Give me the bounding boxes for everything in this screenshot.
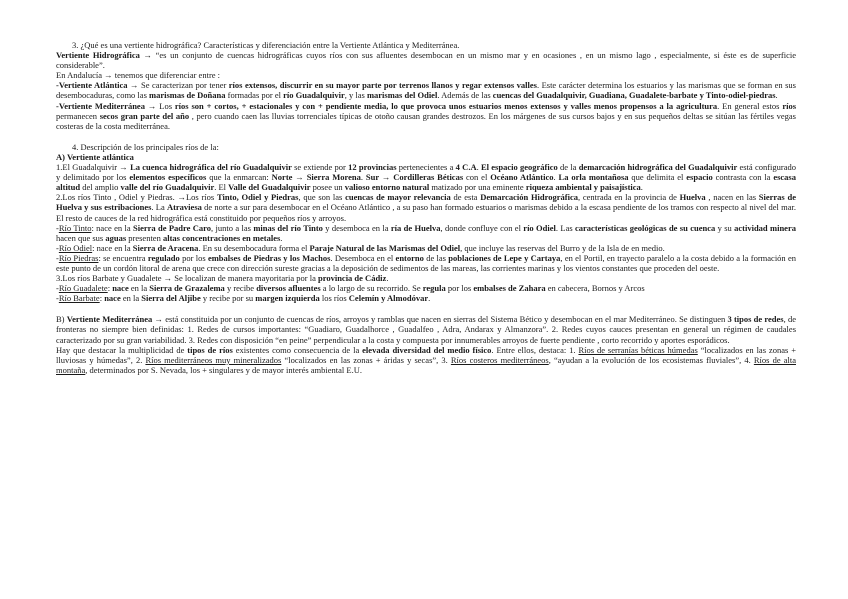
section-gap — [56, 131, 796, 142]
text-run: pertenecientes a — [396, 162, 456, 173]
rio-guadalete-paragraph — [56, 283, 796, 293]
bold-text: Vertiente Hidrográfica — [56, 50, 140, 61]
text-run: Hay que destacar la multiplicidad de — [56, 344, 188, 355]
bold-text: río Odiel — [523, 222, 556, 233]
text-run: : — [107, 283, 113, 294]
text-run: → Se caracterizan por tener — [127, 80, 229, 91]
bold-text: Océano Atlántico — [490, 172, 554, 183]
text-run: , de fronteras no siempre bien definidas: 1. Redes de cursos importantes: “Guadiaro, Guadalhorce , Guadalfeo , Adra, Andarax y Almanzora”. 2. Redes cuyos cauces presentan en general un régimen de caudales caracterizado por su gran variabilidad. 3. Redes con disposición “en peine” perpendicular a la costa y compuesta por innumerables arroyos de fuerte pendiente , corto recorrido y aportes esporádicos. — [56, 314, 797, 345]
definition-paragraph — [56, 50, 796, 70]
text-run: de norte a sur para desembocar en el Océano Atlántico , a su paso han formado estuarios o marismas debido a la escasa pendiente de los tramos con respecto al nivel del mar. El resto de cauces de la red hidrográfica está constituido por pequeños ríos y arroyos. — [56, 202, 796, 223]
text-run: . Entre ellos, destaca: 1. — [491, 344, 579, 355]
text-run: B) — [56, 314, 67, 325]
text-run: - — [56, 283, 59, 294]
text-run: - — [56, 242, 59, 253]
bold-text: ríos extensos, discurrir en su mayor parte por terrenos llanos y regar extensos valles — [228, 80, 537, 91]
text-run: , donde confluye con el — [440, 222, 524, 233]
text-run: 1.El Guadalquivir → — [56, 162, 131, 173]
text-run: . — [775, 90, 778, 101]
barbate-guadalete-paragraph — [56, 273, 796, 283]
text-run: permanecen — [56, 110, 100, 121]
underlined-text: Ríos mediterráneos muy mineralizados — [145, 354, 282, 365]
text-run: por los — [445, 283, 474, 294]
text-run: en la — [120, 293, 142, 304]
bold-text: diversos afluentes — [256, 283, 321, 294]
bold-text: La orla montañosa — [558, 172, 629, 183]
section-b-extra-paragraph — [56, 345, 796, 375]
text-run: contrasta con la — [712, 172, 774, 183]
rio-odiel-paragraph — [56, 243, 796, 253]
text-run: “localizados en las zonas + lluviosas y húmedas”, 2. — [56, 344, 796, 365]
bold-text: Sierras de Huelva y sus estribaciones — [56, 192, 796, 213]
rio-piedras-paragraph — [56, 253, 796, 273]
text-run: : nace en la — [91, 222, 133, 233]
bold-text: espacio — [686, 172, 713, 183]
text-run: , que son las — [298, 192, 346, 203]
text-run: → Los — [144, 100, 175, 111]
text-run: “localizados en las zonas + áridas y secas”, 3. — [281, 354, 451, 365]
underlined-text: Ríos costeros mediterráneos — [450, 354, 549, 365]
bold-text: 12 provincias — [348, 162, 397, 173]
text-run: - — [56, 222, 59, 233]
text-run: , en el Portil, en trayecto paralelo a la costa debido a la formación en este punto de un cordón litoral de arena que crece con dirección sureste gracias a la deposición de sedimentos de las mareas, las corrientes marinas y los vientos constantes que proceden del oeste. — [56, 252, 796, 273]
text-run: por los — [179, 252, 208, 263]
atlantic-paragraph — [56, 80, 796, 100]
text-run: : se encuentra — [98, 252, 148, 263]
text-run: de las — [423, 252, 449, 263]
bold-text: embalses de Zahara — [473, 283, 546, 294]
text-run: , determinados por S. Nevada, los + singulares y de mayor interés ambiental E.U. — [85, 364, 363, 375]
text-run: , pero cuando caen las lluvias torrenciales típicas de otoño causan grandes destrozos. En los márgenes de sus cursos bajos y en sus pequeños deltas se sitúan las fértiles vegas costeras de la costa mediterránea. — [56, 110, 796, 131]
text-run: . La — [151, 202, 167, 213]
text-run: . Este carácter determina los estuarios y las marismas que se forman en sus desembocaduras, como las — [56, 80, 796, 101]
bold-text: cuencas de mayor relevancia — [345, 192, 451, 203]
bold-text: Tinto, Odiel y Piedras — [216, 192, 299, 203]
bold-text: elevada diversidad del medio físico — [362, 344, 492, 355]
text-run: del amplio — [80, 182, 121, 193]
bold-text: 4 C.A — [455, 162, 477, 173]
text-run: , que incluye las reservas del Burro y de la Isla de en medio. — [460, 242, 665, 253]
bold-text: Valle del Guadalquivir — [228, 182, 311, 193]
bold-text: minas del río Tinto — [253, 222, 323, 233]
underlined-text: Río Barbate — [58, 293, 100, 304]
bold-text: Vertiente Mediterránea — [66, 314, 153, 325]
text-run: - — [56, 293, 59, 304]
bold-text: Sur → Cordilleras Béticas — [365, 172, 464, 183]
text-run: : nace en la — [92, 242, 133, 253]
text-run: de la — [557, 162, 579, 173]
question-4-heading: 4. Descripción de los principales ríos de la: — [72, 141, 219, 152]
text-run: : — [99, 293, 105, 304]
text-run: que la enmarcan: — [206, 172, 272, 183]
text-run: y desemboca en la — [322, 222, 391, 233]
bold-text: Sierra del Aljibe — [141, 293, 201, 304]
bold-text: ríos — [782, 100, 797, 111]
text-run: y recibe — [224, 283, 257, 294]
text-run: → está constituida por un conjunto de cuencas de ríos, arroyos y ramblas que nacen en sierras del Sistema Bético y desembocan en el mar Mediterráneo. Se distinguen — [152, 314, 728, 325]
bold-text: -Vertiente Mediterránea — [56, 100, 145, 111]
underlined-text: Ríos de serranías béticas húmedas — [578, 344, 698, 355]
bold-text: Norte → Sierra Morena — [271, 172, 361, 183]
text-run: con el — [463, 172, 491, 183]
text-run: existentes como consecuencia de la — [232, 344, 363, 355]
text-run: posee un — [310, 182, 345, 193]
underlined-text: Río Piedras — [58, 252, 99, 263]
bold-text: Sierra de Aracena — [132, 242, 199, 253]
underlined-text: Río Guadalete — [58, 283, 108, 294]
bold-text: regula — [422, 283, 446, 294]
text-run: . — [640, 182, 643, 193]
bold-text: nace — [104, 293, 121, 304]
bold-text: riqueza ambiental y paisajística — [525, 182, 641, 193]
bold-text: cuencas del Guadalquivir, Guadiana, Guadalete-barbate y Tinto-odiel-piedras — [492, 90, 776, 101]
bold-text: entorno — [395, 252, 424, 263]
text-run: y su — [715, 222, 735, 233]
underlined-text: Río Tinto — [58, 222, 92, 233]
bold-text: margen izquierda — [255, 293, 320, 304]
rio-barbate-paragraph — [56, 293, 796, 303]
text-run: de esta — [450, 192, 481, 203]
text-run: , nacen en las — [705, 192, 759, 203]
tinto-odiel-piedras-paragraph — [56, 192, 796, 222]
text-run: . — [476, 162, 481, 173]
text-run: 3.Los ríos Barbate y Guadalete → Se localizan de manera mayoritaria por la — [56, 273, 318, 284]
text-run: los ríos — [319, 293, 349, 304]
mediterranean-paragraph — [56, 101, 796, 131]
text-run: . En su desembocadura forma el — [198, 242, 310, 253]
text-run: . Además de las — [437, 90, 493, 101]
bold-text: embalses de Piedras y los Machos — [207, 252, 331, 263]
bold-text: El espacio geográfico — [480, 162, 558, 173]
bold-text: -Vertiente Atlántica — [56, 80, 128, 91]
bold-text: características geológicas de su cuenca — [575, 222, 716, 233]
text-run: . — [280, 232, 283, 243]
bold-text: escasa altitud — [56, 172, 796, 193]
underlined-text: Río Odiel — [58, 242, 93, 253]
text-run: hacen que sus — [56, 232, 106, 243]
bold-text: Atraviesa — [166, 202, 202, 213]
bold-text: poblaciones de Lepe y Cartaya — [448, 252, 561, 263]
bold-text: Demarcación Hidrográfica — [480, 192, 578, 203]
section-gap — [56, 303, 796, 314]
bold-text: río Guadalquivir — [283, 90, 345, 101]
text-run: . — [386, 273, 389, 284]
text-run: . En general estos — [717, 100, 783, 111]
bold-text: provincia de Cádiz — [317, 273, 387, 284]
bold-text: ría de Huelva — [390, 222, 441, 233]
bold-text: Celemín y Almodóvar — [348, 293, 429, 304]
text-run: , junto a las — [211, 222, 254, 233]
bold-text: secos gran parte del año — [99, 110, 190, 121]
bold-text: Paraje Natural de las Marismas del Odiel — [309, 242, 461, 253]
question-3-heading: 3. ¿Qué es una vertiente hidrográfica? Características y diferenciación entre la Vertiente Atlántica y Mediterránea. — [72, 40, 460, 50]
text-run: en la — [128, 283, 150, 294]
bold-text: elementos específicos — [129, 172, 207, 183]
rio-tinto-paragraph — [56, 223, 796, 243]
text-run: , centrada en la provincia de — [578, 192, 680, 203]
guadalquivir-paragraph — [56, 162, 796, 192]
text-run: matizado por una eminente — [429, 182, 526, 193]
text-run: . Desemboca en el — [330, 252, 396, 263]
bold-text: 3 tipos de redes — [727, 314, 784, 325]
text-run: , “ayudan a la evolución de los ecosistemas fluviales”, 4. — [548, 354, 754, 365]
text-run: . El — [214, 182, 229, 193]
text-run: que delimita el — [628, 172, 687, 183]
section-b-paragraph — [56, 314, 796, 344]
bold-text: valioso entorno natural — [344, 182, 430, 193]
bold-text: marismas del Odiel — [366, 90, 438, 101]
text-run: presenten — [126, 232, 163, 243]
bold-text: Sierra de Grazalema — [149, 283, 225, 294]
text-run: , y las — [344, 90, 367, 101]
text-run: se extiende por — [291, 162, 349, 173]
bold-text: marismas de Doñana — [149, 90, 226, 101]
text-run: a lo largo de su recorrido. Se — [320, 283, 423, 294]
text-run: en cabecera, Bornos y Arcos — [545, 283, 645, 294]
text-run: → “es un conjunto de cuencas hidrográficas cuyos ríos con sus afluentes desembocan en un mismo mar y en ocasiones , en un mismo lago , especialmente, si éste es de superficie considerable”. — [56, 50, 797, 71]
text-run: y recibe por su — [200, 293, 256, 304]
intro-line: En Andalucía → tenemos que diferenciar entre : — [56, 70, 221, 81]
bold-text: actividad minera — [734, 222, 796, 233]
text-run: está configurado y delimitado por los — [56, 162, 797, 183]
bold-text: aguas — [105, 232, 127, 243]
bold-text: ríos son + cortos, + estacionales y con + pendiente media, lo que provoca unos estuarios menos extensos y valles menos propensos a la agricultura — [174, 100, 718, 111]
text-run: . — [428, 293, 431, 304]
text-run: - — [56, 252, 59, 263]
bold-text: valle del río Guadalquivir — [120, 182, 215, 193]
bold-text: altas concentraciones en metales — [162, 232, 281, 243]
bold-text: Sierra de Padre Caro — [132, 222, 212, 233]
text-run: . — [360, 172, 366, 183]
section-a-title: A) Vertiente atlántica — [56, 151, 134, 162]
bold-text: demarcación hidrográfica del Guadalquivir — [578, 162, 738, 173]
bold-text: La cuenca hidrográfica del río Guadalquivir — [130, 162, 292, 173]
bold-text: Huelva — [679, 192, 706, 203]
underlined-text: Ríos de alta montaña — [56, 354, 796, 375]
text-run: formadas por el — [225, 90, 284, 101]
bold-text: regulado — [147, 252, 180, 263]
text-run: . — [553, 172, 559, 183]
text-run: 2.Los ríos Tinto , Odiel y Piedras. →Los ríos — [56, 192, 217, 203]
bold-text: nace — [112, 283, 129, 294]
bold-text: tipos de ríos — [187, 344, 233, 355]
text-run: . Las — [555, 222, 576, 233]
